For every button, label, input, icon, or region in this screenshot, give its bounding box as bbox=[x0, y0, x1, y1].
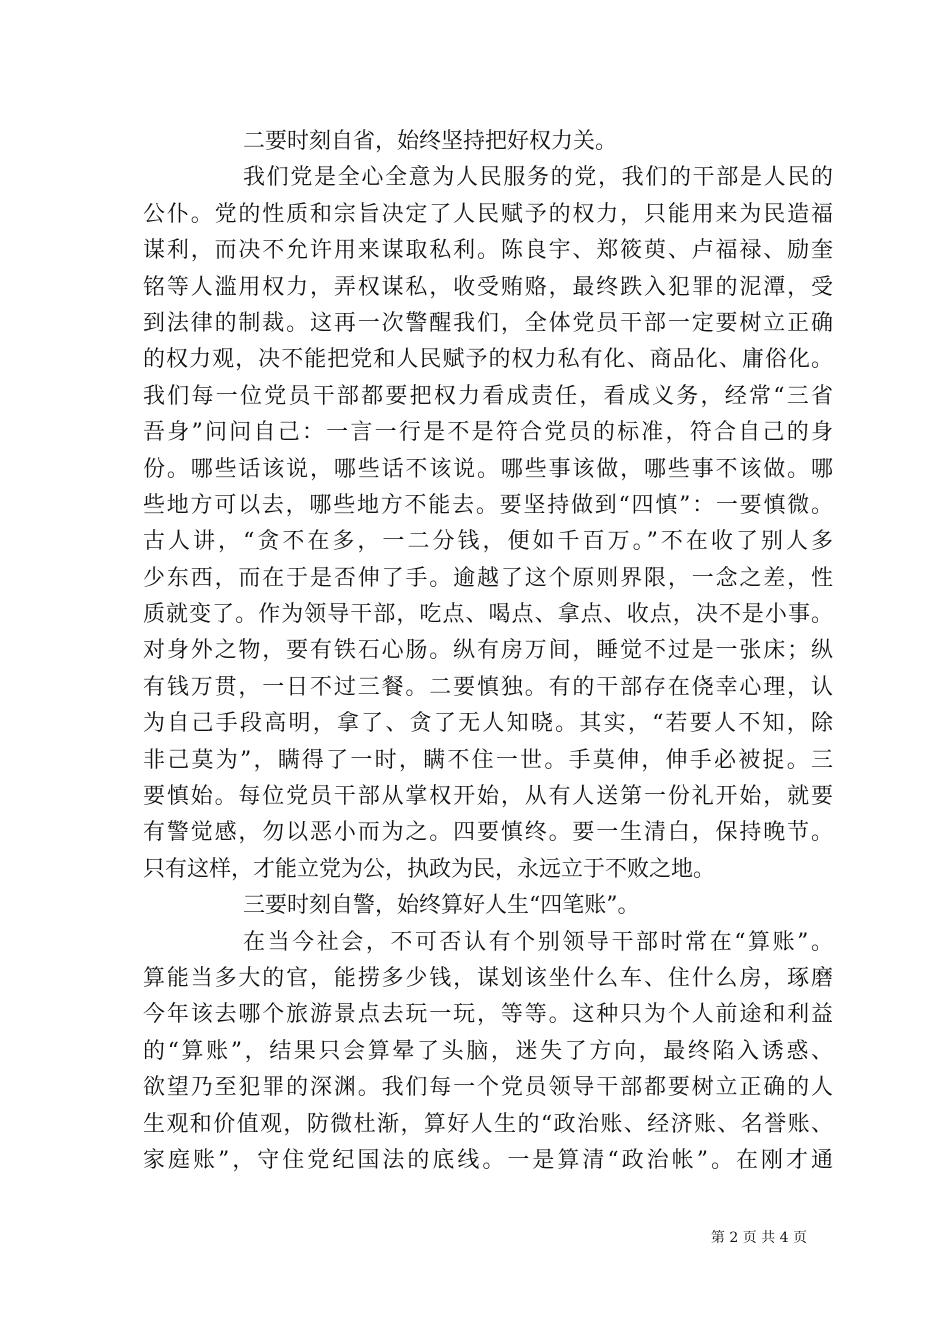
paragraph-line: 有警觉感，勿以恶小而为之。四要慎终。要一生清白，保持晚节。 bbox=[143, 820, 833, 846]
paragraph-line: 吾身”问问自己：一言一行是不是符合党员的标准，符合自己的身 bbox=[143, 420, 833, 446]
paragraph-line: 的“算账”，结果只会算晕了头脑，迷失了方向，最终陷入诱惑、 bbox=[143, 1038, 833, 1064]
paragraph-line: 欲望乃至犯罪的深渊。我们每一个党员领导干部都要树立正确的人 bbox=[143, 1075, 833, 1101]
page-number: 第 2 页 共 4 页 bbox=[710, 1230, 807, 1246]
paragraph-line: 少东西，而在于是否伸了手。逾越了这个原则界限，一念之差，性 bbox=[143, 565, 833, 591]
paragraph-line: 对身外之物，要有铁石心肠。纵有房万间，睡觉不过是一张床；纵 bbox=[143, 638, 833, 664]
paragraph-line: 只有这样，才能立党为公，执政为民，永远立于不败之地。 bbox=[143, 856, 716, 882]
paragraph-line: 古人讲，“贪不在多，一二分钱，便如千百万。”不在收了别人多 bbox=[143, 529, 833, 555]
paragraph-line: 为自己手段高明，拿了、贪了无人知晓。其实，“若要人不知，除 bbox=[143, 711, 833, 737]
paragraph-line: 今年该去哪个旅游景点去玩一玩，等等。这种只为个人前途和利益 bbox=[143, 1002, 833, 1028]
paragraph-line: 的权力观，决不能把党和人民赋予的权力私有化、商品化、庸俗化。 bbox=[143, 347, 833, 373]
paragraph-line: 份。哪些话该说，哪些话不该说。哪些事该做，哪些事不该做。哪 bbox=[143, 456, 833, 482]
paragraph-line: 到法律的制裁。这再一次警醒我们，全体党员干部一定要树立正确 bbox=[143, 310, 833, 336]
paragraph-line: 些地方可以去，哪些地方不能去。要坚持做到“四慎”：一要慎微。 bbox=[143, 492, 833, 518]
paragraph-line: 我们每一位党员干部都要把权力看成责任，看成义务，经常“三省 bbox=[143, 383, 833, 409]
paragraph-line: 质就变了。作为领导干部，吃点、喝点、拿点、收点，决不是小事。 bbox=[143, 602, 833, 628]
paragraph-line: 在当今社会，不可否认有个别领导干部时常在“算账”。 bbox=[243, 929, 833, 955]
paragraph-line: 公仆。党的性质和宗旨决定了人民赋予的权力，只能用来为民造福 bbox=[143, 201, 833, 227]
paragraph-line: 要慎始。每位党员干部从掌权开始，从有人送第一份礼开始，就要 bbox=[143, 784, 833, 810]
section-heading-self-warning: 三要时刻自警，始终算好人生“四笔账”。 bbox=[243, 893, 640, 919]
paragraph-line: 非己莫为”，瞒得了一时，瞒不住一世。手莫伸，伸手必被捉。三 bbox=[143, 747, 833, 773]
paragraph-line: 算能当多大的官，能捞多少钱，谋划该坐什么车、住什么房，琢磨 bbox=[143, 965, 833, 991]
paragraph-line: 铭等人滥用权力，弄权谋私，收受贿赂，最终跌入犯罪的泥潭，受 bbox=[143, 274, 833, 300]
section-heading-self-reflection: 二要时刻自省，始终坚持把好权力关。 bbox=[243, 129, 618, 154]
paragraph-line: 谋利，而决不允许用来谋取私利。陈良宇、郑筱萸、卢福禄、励奎 bbox=[143, 238, 833, 264]
paragraph-line: 有钱万贯，一日不过三餐。二要慎独。有的干部存在侥幸心理，认 bbox=[143, 674, 833, 700]
paragraph-line: 我们党是全心全意为人民服务的党，我们的干部是人民的 bbox=[243, 165, 833, 191]
document-body bbox=[143, 124, 833, 1179]
paragraph-line: 生观和价值观，防微杜渐，算好人生的“政治账、经济账、名誉账、 bbox=[143, 1111, 833, 1137]
paragraph-line: 家庭账”，守住党纪国法的底线。一是算清“政治帐”。在刚才通 bbox=[143, 1147, 833, 1173]
